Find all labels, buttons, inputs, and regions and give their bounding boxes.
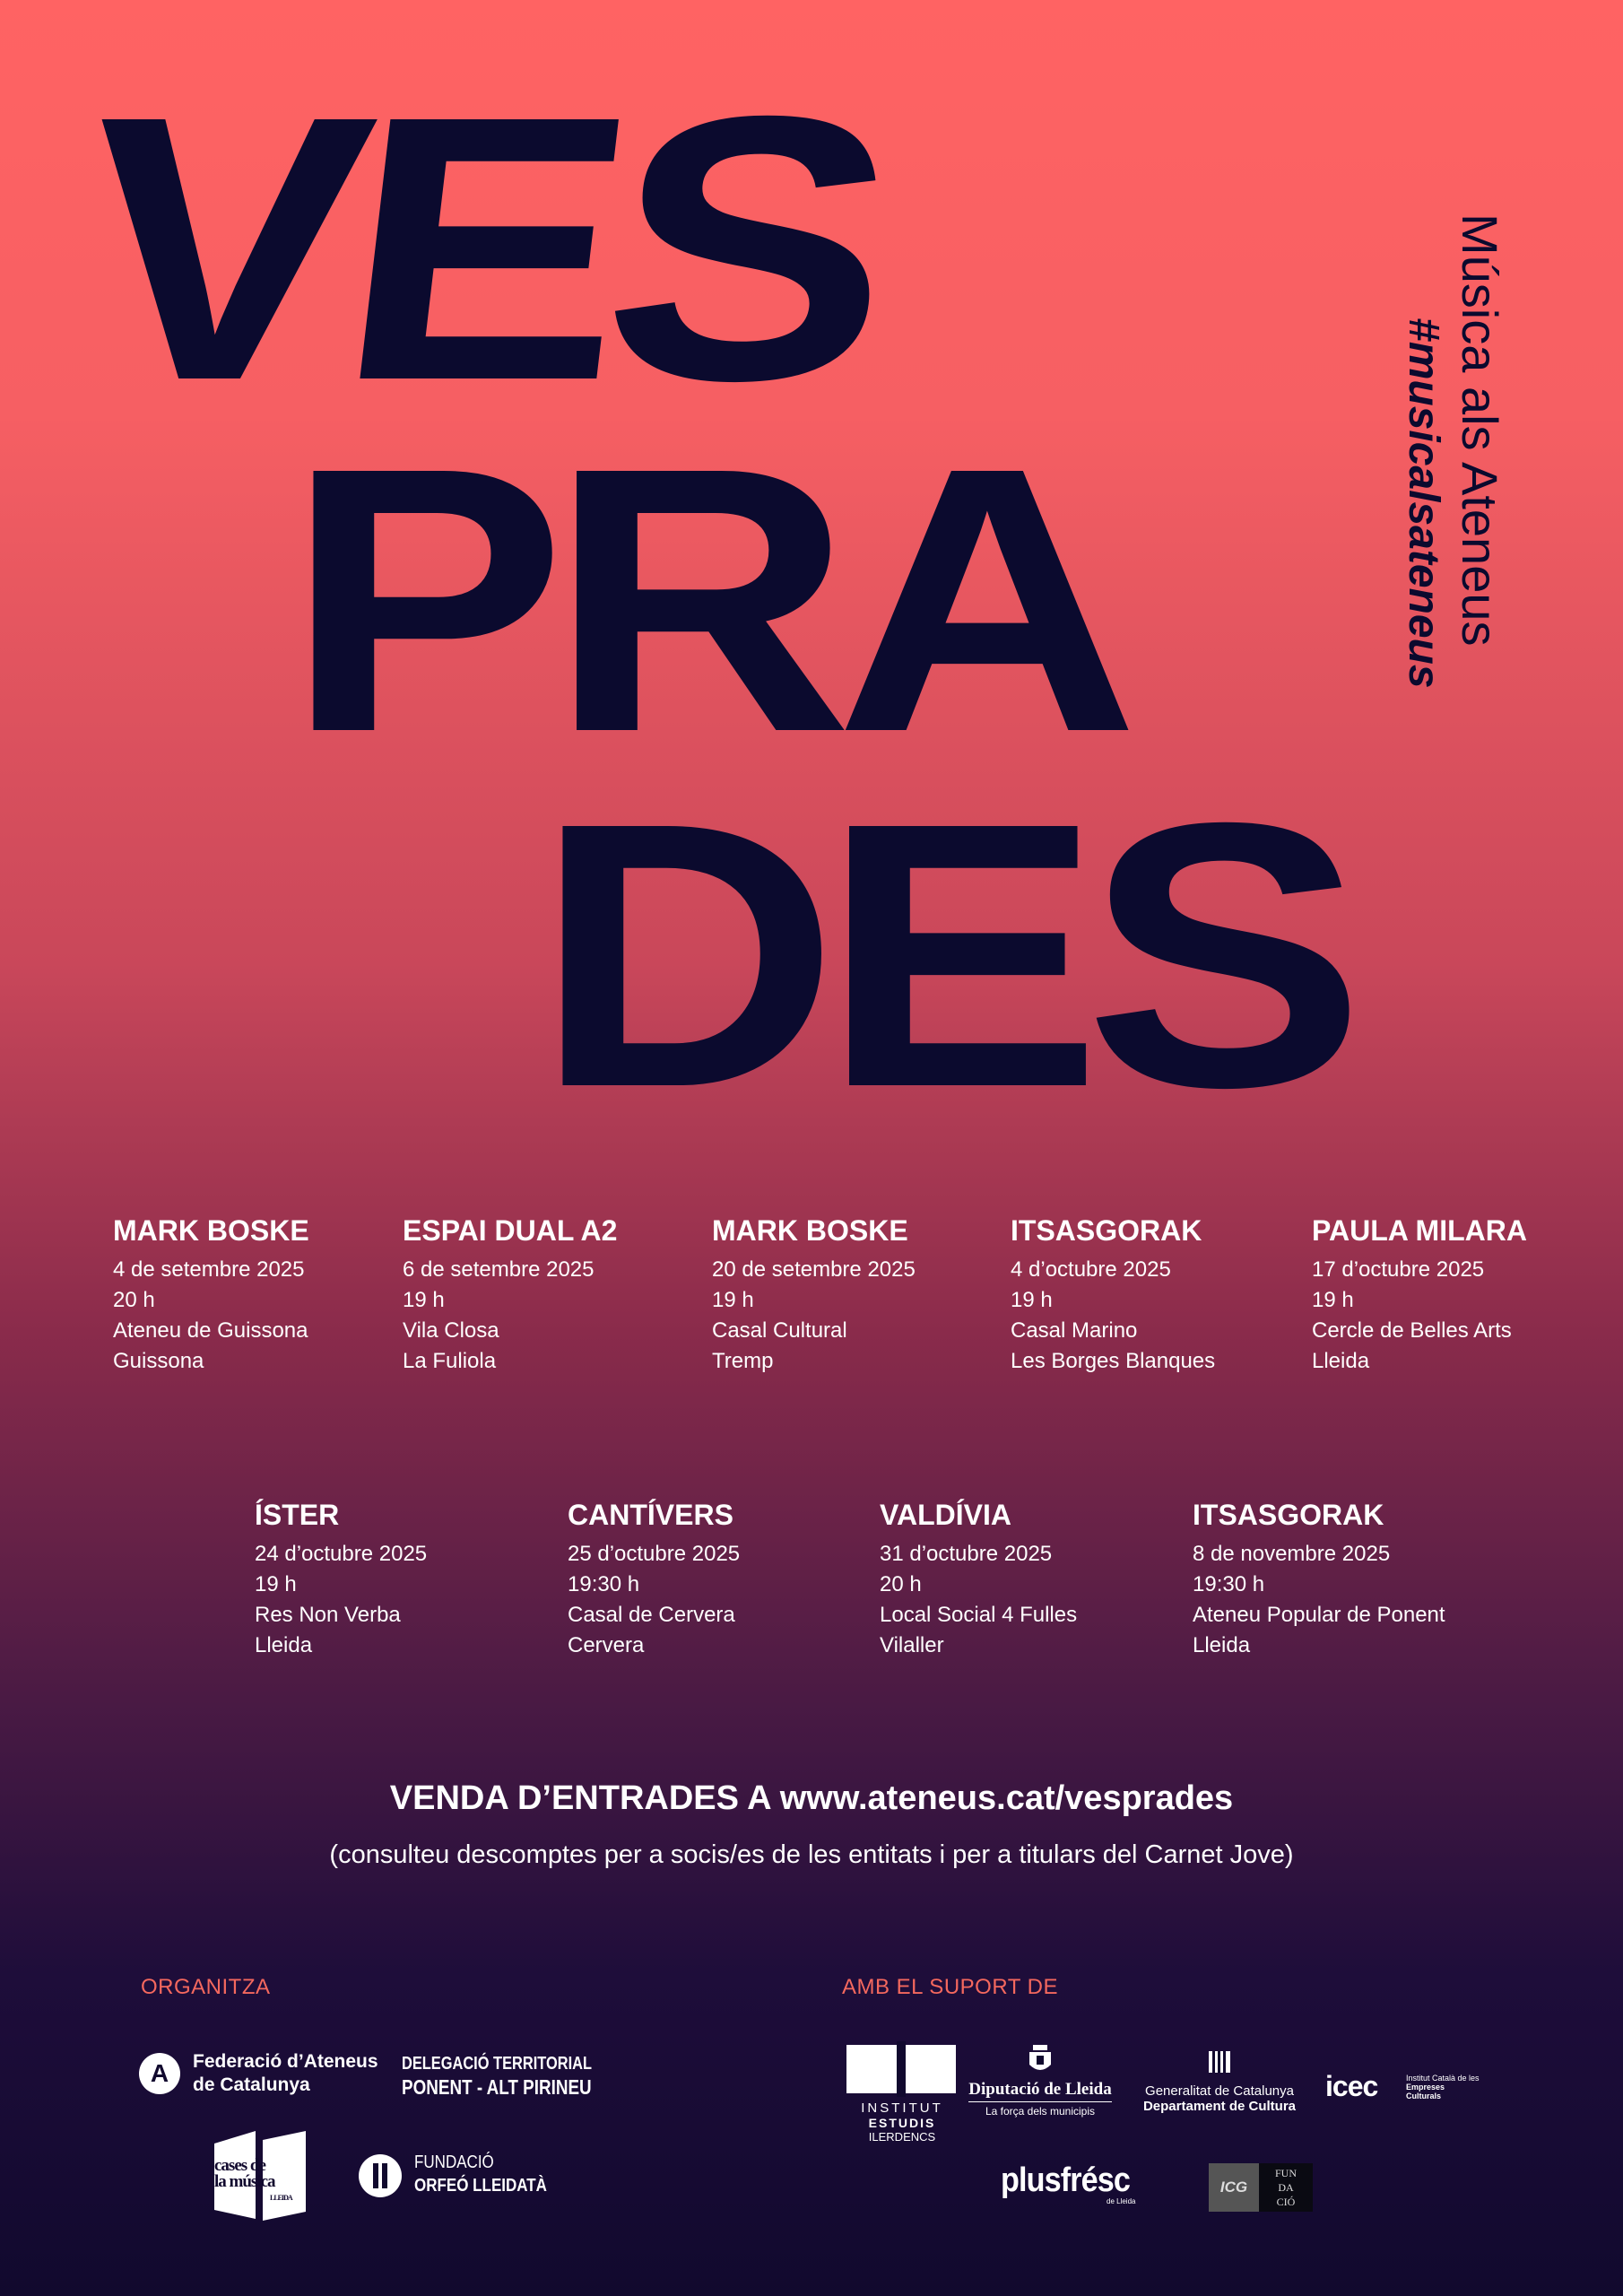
icec-mark: icec [1325,2070,1378,2102]
event-date: 6 de setembre 2025 [403,1257,595,1282]
event-time: 19 h [712,1288,754,1312]
icg-line2: DA [1278,2181,1294,2194]
event-town: Tremp [712,1349,774,1373]
event-town: La Fuliola [403,1349,497,1373]
diputacio-shield-icon [1026,2043,1055,2075]
plusfresc-sub: de Lleida [1107,2197,1136,2205]
event-6 [255,1499,427,1661]
cases-line1: cases de [214,2156,265,2175]
event-venue: Casal Marino [1011,1318,1138,1343]
orfeo-icon [357,2152,404,2199]
title-line-2: PRA [285,390,1122,811]
iei-line3: ILERDENCS [868,2130,936,2144]
event-9 [1193,1499,1445,1661]
event-date: 31 d’octubre 2025 [880,1542,1053,1566]
event-5 [1312,1214,1527,1377]
generalitat-icon [1206,2048,1233,2075]
event-name: MARK BOSKE [712,1214,908,1247]
event-date: 4 de setembre 2025 [113,1257,305,1282]
title-line-1: VES [58,39,898,459]
event-name: ÍSTER [255,1499,340,1531]
event-time: 19 h [1011,1288,1053,1312]
event-venue: Casal de Cervera [568,1603,735,1627]
tickets-note: (consulteu descomptes per a socis/es de les entitats i per a titulars del Carnet Jove) [329,1840,1294,1869]
event-venue: Cercle de Belles Arts [1312,1318,1512,1343]
event-time: 20 h [880,1572,922,1596]
icg-mark: ICG [1209,2163,1259,2212]
iei-line1: INSTITUT [861,2100,943,2116]
delegacio-line2: PONENT - ALT PIRINEU [402,2075,592,2099]
hashtag: #musicalsateneus [1400,317,1447,689]
event-name: ITSASGORAK [1193,1499,1384,1531]
event-date: 25 d’octubre 2025 [568,1542,741,1566]
organitza-label: ORGANITZA [141,1975,271,1999]
event-venue: Ateneu Popular de Ponent [1193,1603,1445,1627]
event-4 [1011,1214,1215,1377]
icg-fundacio-logo [1209,2163,1313,2212]
cases-musica-logo [211,2126,309,2224]
institut-estudis-ilerdencs-logo [845,2041,959,2144]
event-venue: Local Social 4 Fulles [880,1603,1078,1627]
event-time: 19:30 h [568,1572,640,1596]
event-town: Lleida [1193,1633,1251,1657]
event-town: Les Borges Blanques [1011,1349,1216,1373]
federacio-icon: A [139,2053,180,2094]
event-date: 17 d’octubre 2025 [1312,1257,1485,1282]
event-town: Lleida [255,1633,313,1657]
event-town: Guissona [113,1349,204,1373]
orfeo-line1: FUNDACIÓ [414,2152,494,2172]
federacio-ateneus-logo [139,2050,381,2100]
subtitle: Música als Ateneus [1452,213,1508,647]
diputacio-line1: Diputació de Lleida [968,2080,1112,2102]
event-town: Cervera [568,1633,645,1657]
plusfresc-mark: plusfrésc [1001,2161,1130,2199]
event-time: 20 h [113,1288,155,1312]
event-venue: Casal Cultural [712,1318,847,1343]
title-line-3: DES [534,745,1348,1166]
federacio-line2: de Catalunya [193,2074,310,2095]
tickets-headline[interactable]: VENDA D’ENTRADES A www.ateneus.cat/vesprades [389,1779,1234,1817]
event-8 [880,1499,1077,1661]
event-date: 4 d’octubre 2025 [1011,1257,1171,1282]
orfeo-line2: ORFEÓ LLEIDATÀ [414,2176,547,2196]
event-time: 19 h [403,1288,445,1312]
generalitat-logo [1139,2048,1300,2120]
orfeo-lleidata-logo [357,2151,554,2201]
event-name: ESPAI DUAL A2 [403,1214,618,1247]
event-time: 19 h [1312,1288,1354,1312]
event-name: ITSASGORAK [1011,1214,1202,1247]
delegacio-logo [402,2052,634,2099]
diputacio-lleida-logo [968,2043,1112,2124]
side-text [1399,213,1542,716]
event-2 [403,1214,617,1377]
diputacio-line2: La força dels municipis [985,2105,1096,2118]
event-town: Lleida [1312,1349,1370,1373]
icec-line2: Empreses [1406,2083,1445,2092]
event-venue: Vila Closa [403,1318,499,1343]
generalitat-line1: Generalitat de Catalunya [1145,2083,1294,2099]
generalitat-line2: Departament de Cultura [1142,2099,1297,2114]
event-name: VALDÍVIA [880,1499,1011,1531]
icg-line1: FUN [1274,2167,1297,2179]
delegacio-line1: DELEGACIÓ TERRITORIAL [402,2054,592,2074]
icec-logo [1325,2070,1505,2106]
iei-line2: ESTUDIS [868,2116,936,2130]
event-date: 8 de novembre 2025 [1193,1542,1391,1566]
cases-line3: LLEIDA [270,2194,292,2202]
iei-icon [845,2041,959,2097]
plusfresc-logo [1001,2161,1162,2206]
icec-line1: Institut Català de les [1406,2074,1480,2083]
icec-line3: Culturals [1406,2092,1442,2100]
event-name: CANTÍVERS [568,1499,733,1531]
event-name: PAULA MILARA [1312,1214,1527,1247]
event-venue: Res Non Verba [255,1603,401,1627]
event-date: 24 d’octubre 2025 [255,1542,428,1566]
event-venue: Ateneu de Guissona [113,1318,308,1343]
suport-label: AMB EL SUPORT DE [842,1975,1058,1999]
event-date: 20 de setembre 2025 [712,1257,916,1282]
event-time: 19 h [255,1572,297,1596]
event-1 [113,1214,309,1377]
federacio-line1: Federació d’Ateneus [193,2051,378,2072]
event-town: Vilaller [880,1633,944,1657]
icg-line3: CIÓ [1276,2196,1296,2208]
event-3 [712,1214,916,1377]
event-name: MARK BOSKE [113,1214,309,1247]
event-7 [568,1499,740,1661]
event-time: 19:30 h [1193,1572,1265,1596]
cases-line2: la música [214,2172,275,2191]
